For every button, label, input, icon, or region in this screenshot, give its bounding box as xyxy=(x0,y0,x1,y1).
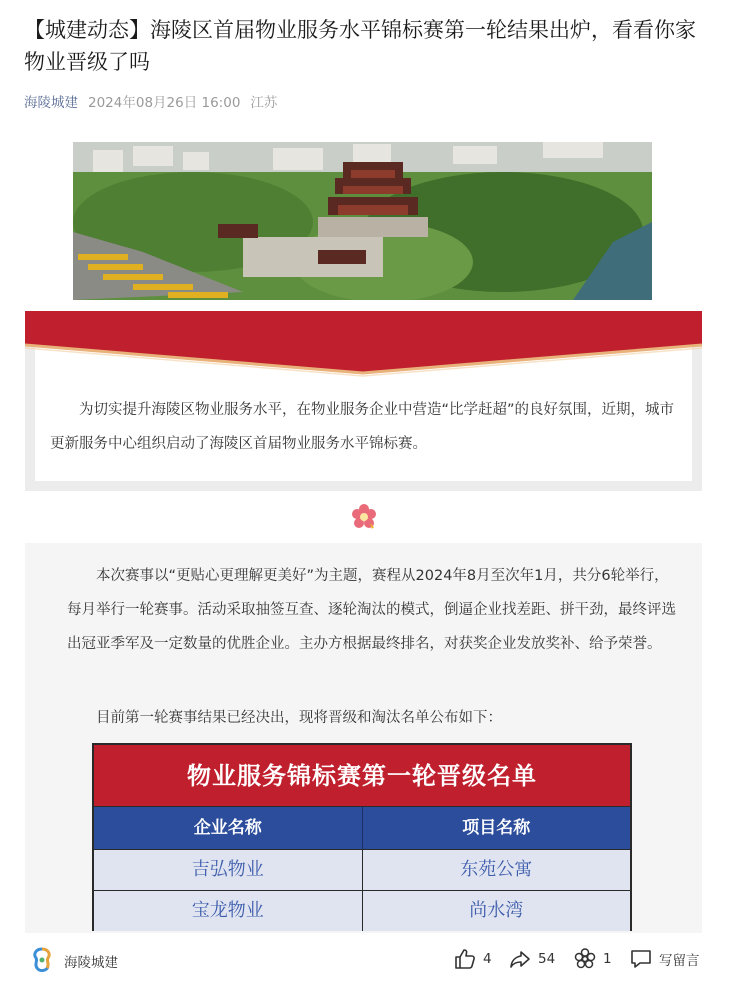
red-ribbon-banner xyxy=(25,311,702,381)
like-button[interactable] xyxy=(453,947,492,971)
thumbs-up-icon xyxy=(453,947,477,971)
share-arrow-icon xyxy=(508,947,532,971)
flower-divider-icon xyxy=(350,503,378,531)
table-title: 物业服务锦标赛第一轮晋级名单 xyxy=(94,745,630,807)
like-count: 4 xyxy=(483,951,492,967)
table-row xyxy=(94,890,630,931)
location: 江苏 xyxy=(250,95,278,111)
author-link[interactable]: 海陵城建 xyxy=(24,95,78,111)
wow-button[interactable] xyxy=(573,947,612,971)
account-name[interactable]: 海陵城建 xyxy=(64,955,118,971)
header-project: 项目名称 xyxy=(462,818,531,838)
bottom-action-bar xyxy=(0,934,738,984)
body-paragraph-2: 目前第一轮赛事结果已经决出，现将晋级和淘汰名单公布如下： xyxy=(96,710,502,726)
promotion-table xyxy=(92,743,632,931)
comment-bubble-icon xyxy=(629,947,653,971)
header-company: 企业名称 xyxy=(94,807,363,849)
flower-wow-icon xyxy=(573,947,597,971)
cell-company: 宝龙物业 xyxy=(94,891,363,931)
article-meta xyxy=(24,91,277,111)
share-button[interactable] xyxy=(508,947,555,971)
table-header-row xyxy=(94,807,630,849)
share-count: 54 xyxy=(538,951,556,967)
content-section xyxy=(25,543,702,933)
account-logo-icon[interactable] xyxy=(28,946,56,974)
cell-project: 东苑公寓 xyxy=(460,859,533,880)
wow-count: 1 xyxy=(603,951,612,967)
article-title: 【城建动态】海陵区首届物业服务水平锦标赛第一轮结果出炉，看看你家物业晋级了吗 xyxy=(24,18,696,74)
cell-company: 吉弘物业 xyxy=(94,850,363,890)
body-paragraph-1: 本次赛事以“更贴心更理解更美好”为主题，赛程从2024年8月至次年1月，共分6轮举行，每月举行一轮赛事。活动采取抽签互查、逐轮淘汰的模式，倒逼企业找差距、拼干劲，最终评选出冠亚季军及一定数量的优胜企业。主办方根据最终排名，对获奖企业发放奖补、给予荣誉。 xyxy=(67,568,676,652)
comment-label: 写留言 xyxy=(659,953,700,969)
table-row xyxy=(94,849,630,890)
publish-time: 2024年08月26日 16:00 xyxy=(88,95,241,111)
hero-image xyxy=(73,142,652,300)
intro-paragraph: 为切实提升海陵区物业服务水平，在物业服务企业中营造“比学赶超”的良好氛围，近期，城市更新服务中心组织启动了海陵区首届物业服务水平锦标赛。 xyxy=(50,402,675,452)
comment-button[interactable] xyxy=(629,947,700,971)
cell-project: 尚水湾 xyxy=(469,900,524,921)
